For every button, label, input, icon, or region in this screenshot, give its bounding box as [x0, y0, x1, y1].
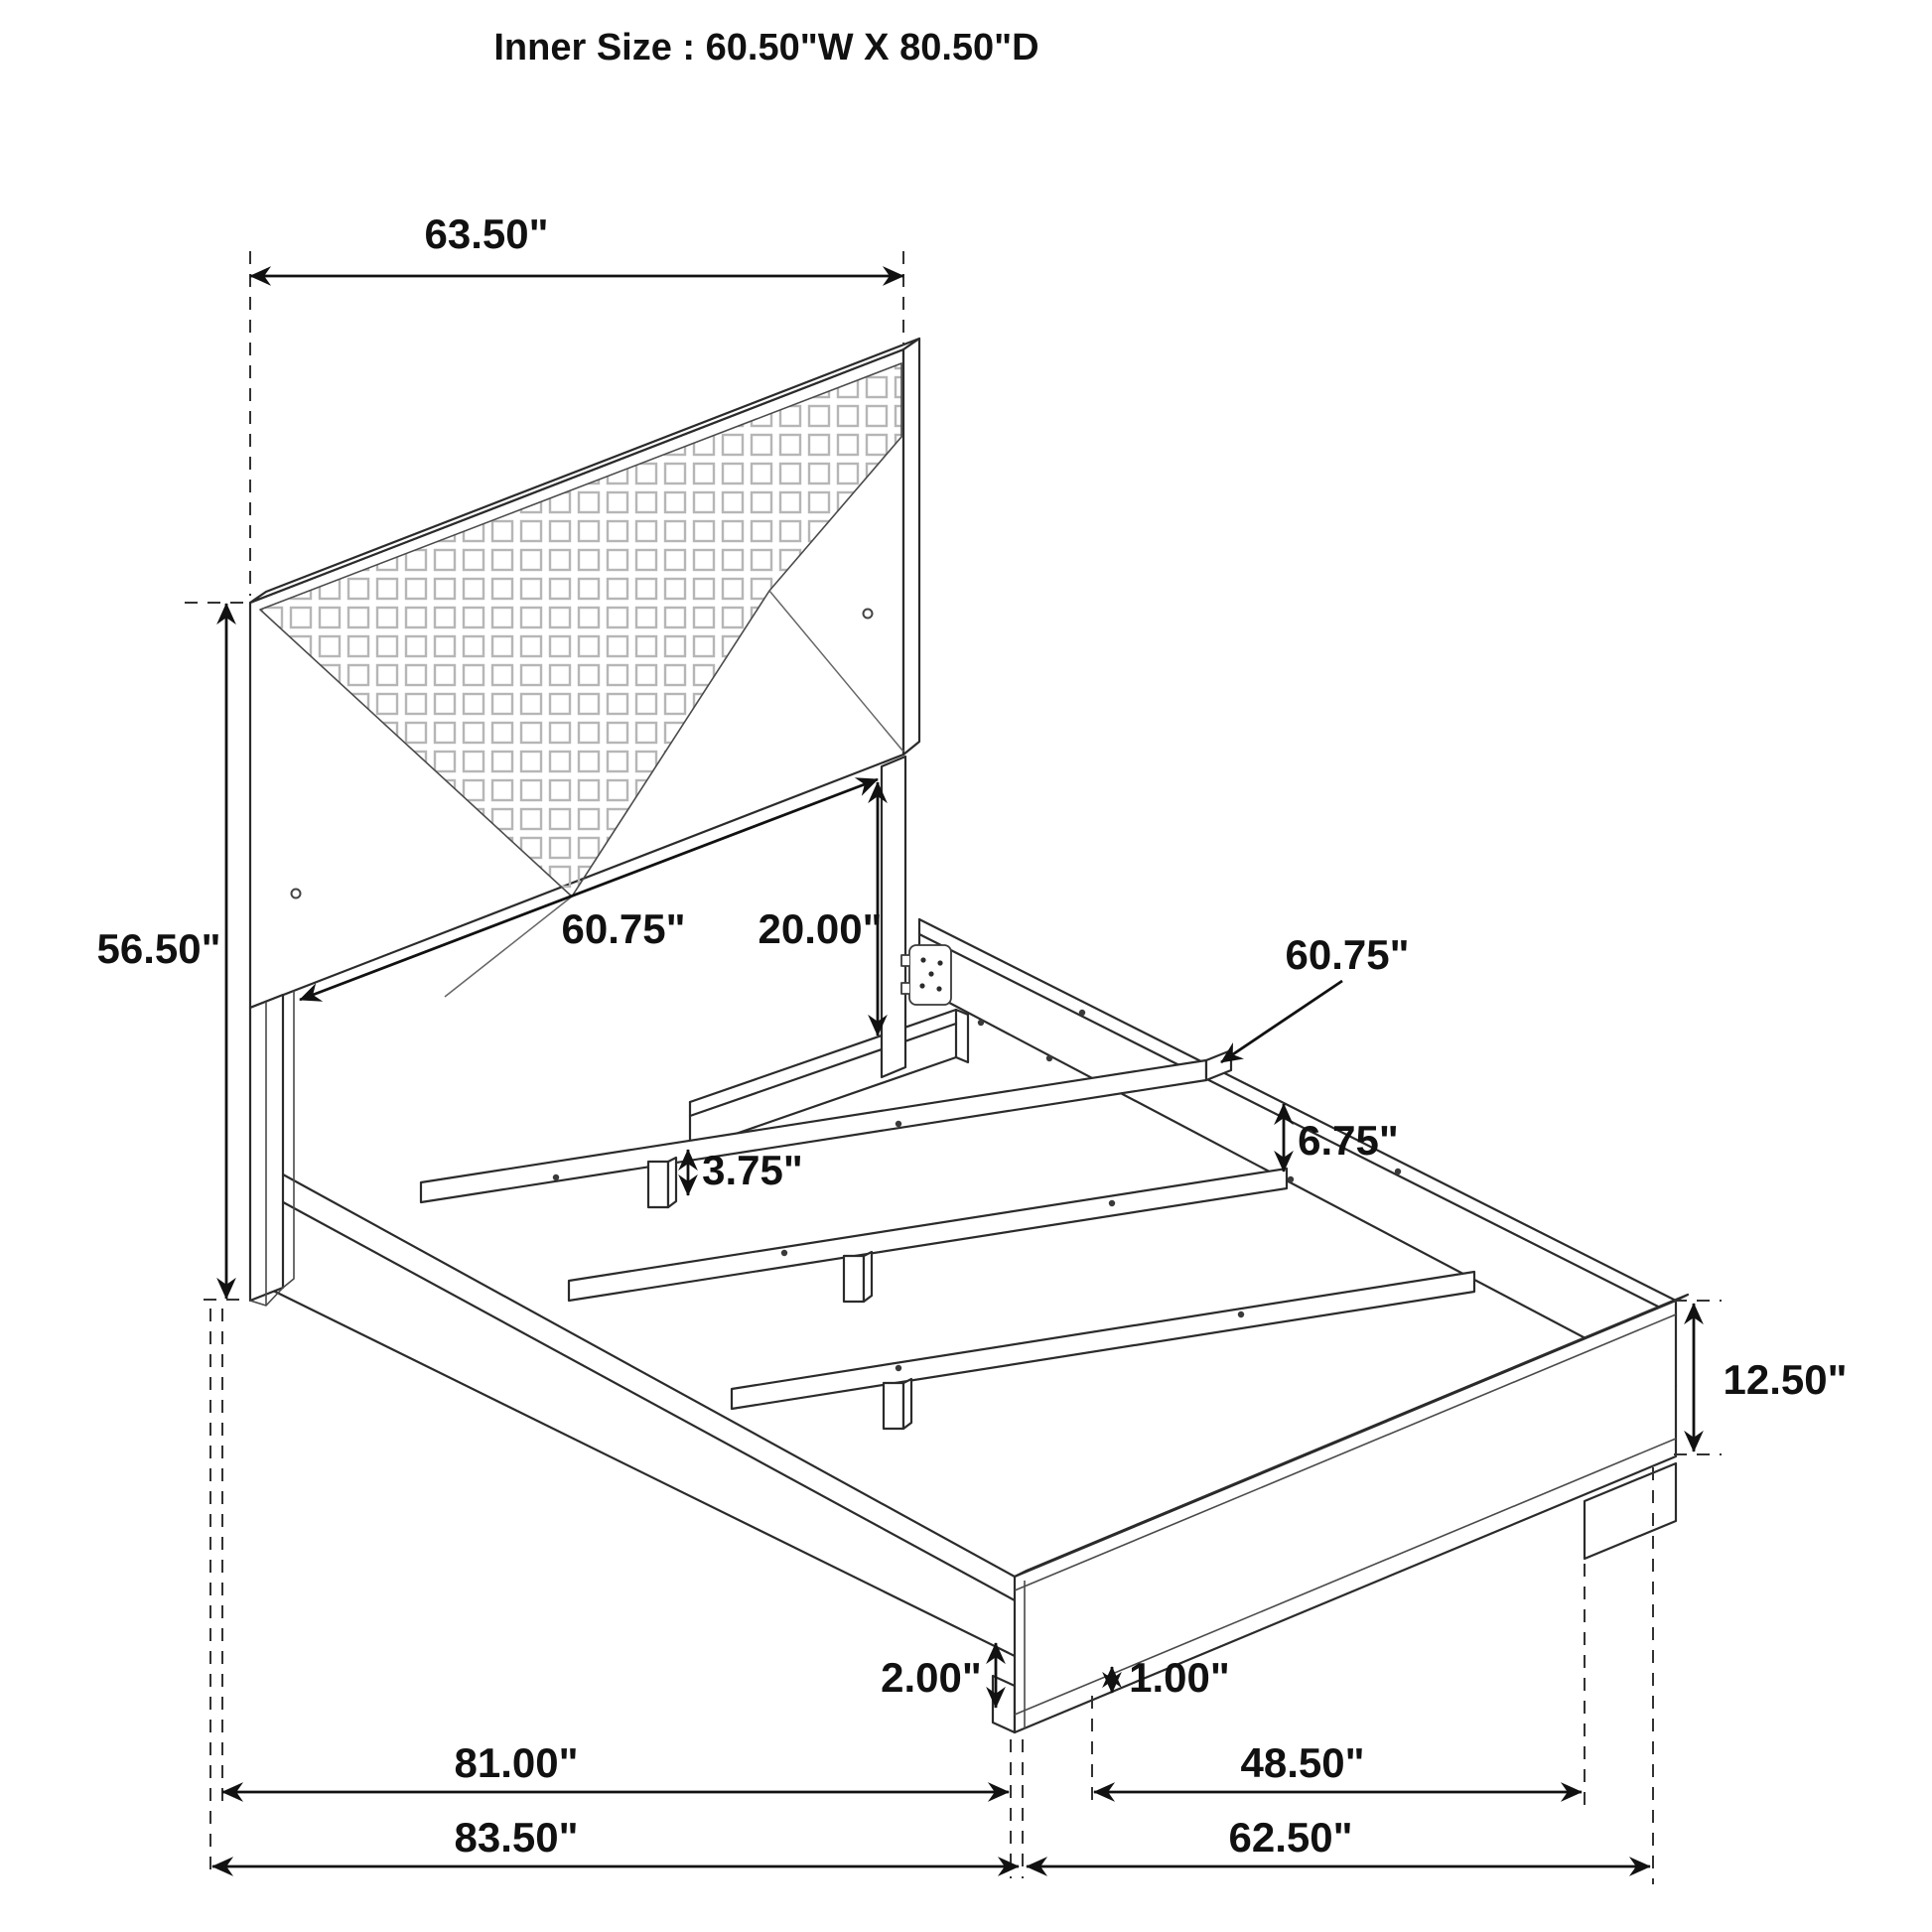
dim-headboard-height	[96, 604, 226, 1299]
dim-base-clearance	[1112, 1654, 1230, 1701]
dim-slat-length-leader	[1221, 931, 1410, 1062]
screw-hole-left	[292, 890, 301, 898]
mounting-bracket	[901, 945, 951, 1005]
dim-footboard-height	[1694, 1304, 1848, 1451]
svg-text:2.00": 2.00"	[881, 1654, 982, 1701]
bed-drawing	[250, 339, 1688, 1732]
headboard-right-leg	[882, 757, 905, 1077]
svg-text:6.75": 6.75"	[1298, 1117, 1399, 1164]
slat-leg-2	[844, 1252, 872, 1302]
dim-foot-height	[881, 1643, 996, 1708]
svg-text:56.50": 56.50"	[96, 925, 221, 972]
svg-text:62.50": 62.50"	[1228, 1814, 1353, 1861]
headboard-side-face	[903, 339, 919, 755]
svg-text:83.50": 83.50"	[454, 1814, 579, 1861]
dim-side-rail-height	[1284, 1104, 1399, 1172]
dim-panel-to-rail-drop	[758, 782, 882, 1035]
slat-1	[421, 1050, 1231, 1202]
screw-hole-right	[864, 610, 873, 619]
dim-headboard-width	[250, 210, 903, 276]
svg-text:60.75": 60.75"	[1285, 931, 1410, 978]
slat-leg-3	[884, 1379, 911, 1429]
svg-text:81.00": 81.00"	[454, 1739, 579, 1786]
svg-text:1.00": 1.00"	[1129, 1654, 1230, 1701]
svg-text:3.75": 3.75"	[702, 1147, 803, 1193]
dim-overall-length	[212, 1814, 1019, 1866]
extension-lines	[185, 251, 1722, 1884]
svg-text:60.75": 60.75"	[561, 905, 686, 952]
svg-text:63.50": 63.50"	[424, 210, 549, 257]
dim-slat-leg-height	[688, 1147, 803, 1195]
dim-inner-length	[222, 1739, 1009, 1792]
svg-text:48.50": 48.50"	[1240, 1739, 1365, 1786]
slat-leg-1	[648, 1158, 676, 1207]
dim-footboard-inner-width	[1094, 1739, 1582, 1792]
diagram-title: Inner Size : 60.50"W X 80.50"D	[493, 27, 1039, 69]
svg-text:12.50": 12.50"	[1723, 1356, 1848, 1403]
dim-footboard-overall-width	[1027, 1814, 1650, 1866]
svg-text:20.00": 20.00"	[758, 905, 883, 952]
